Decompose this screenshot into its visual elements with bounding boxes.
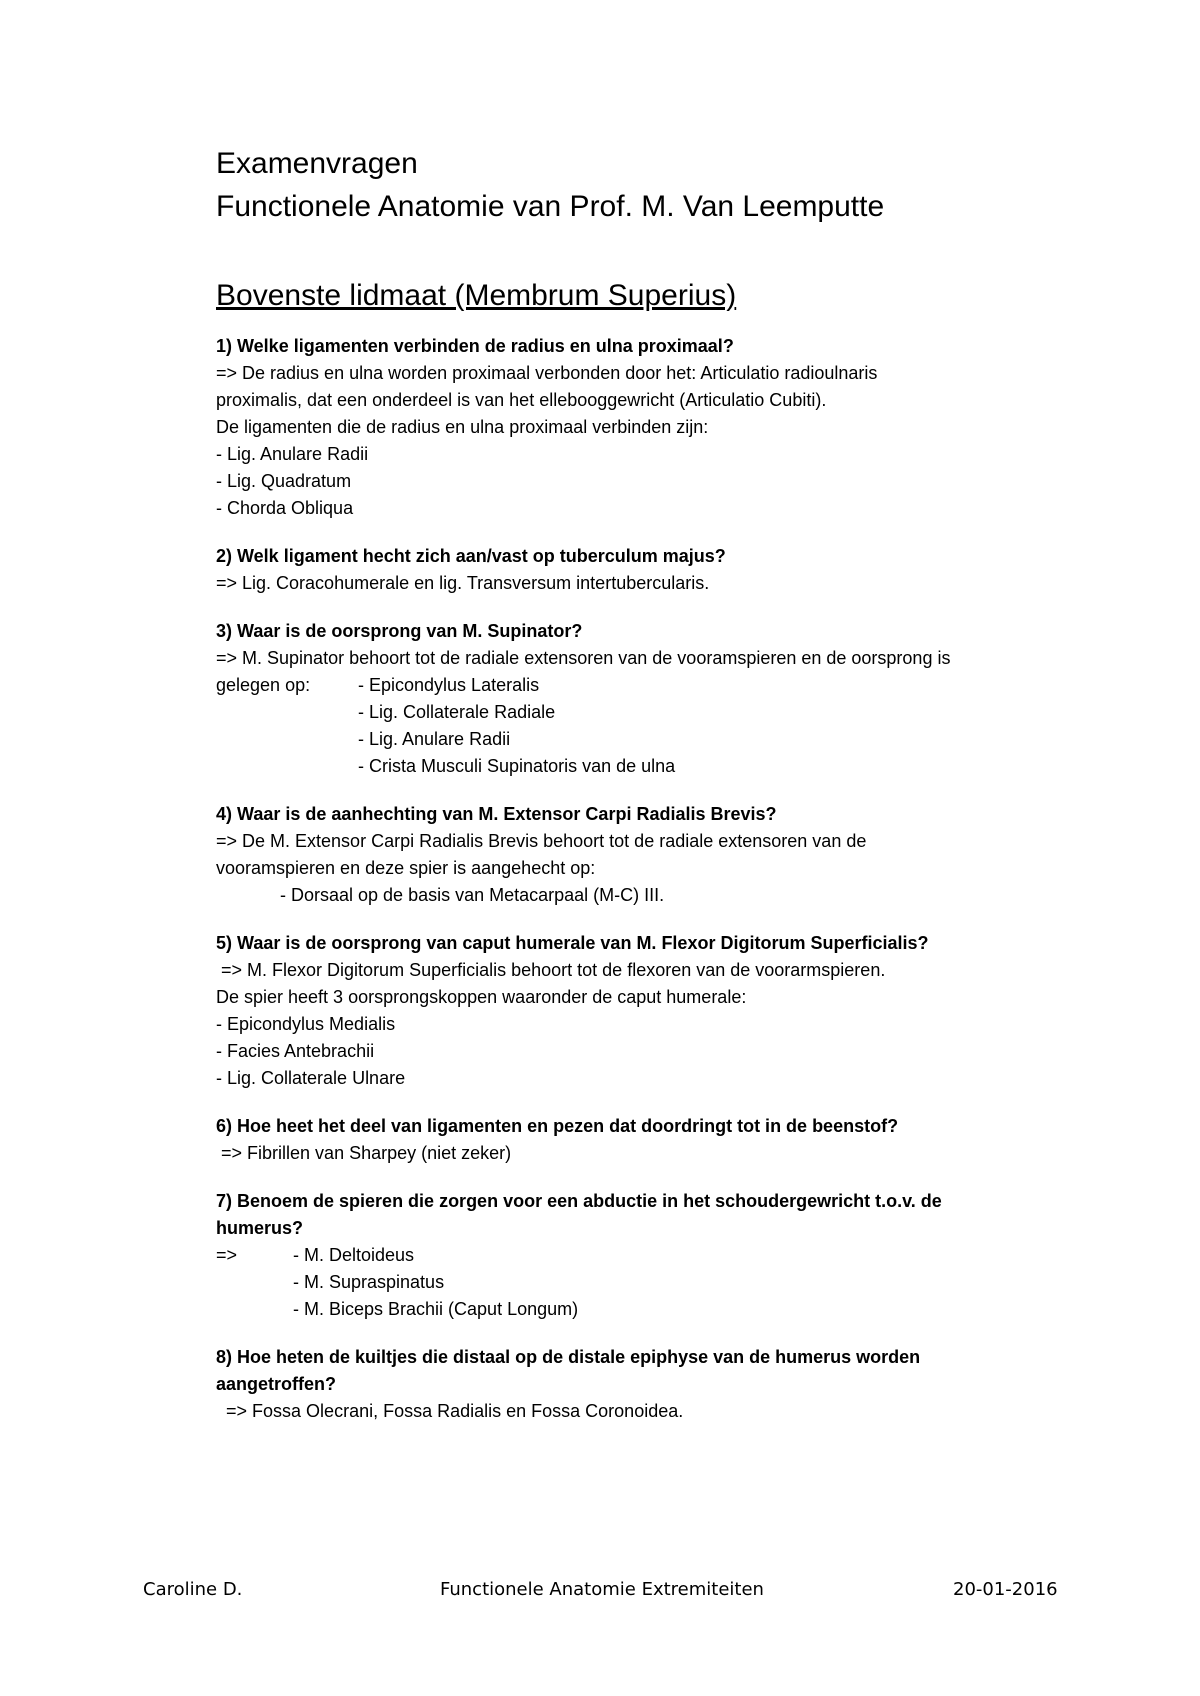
question-8-line-1: 8) Hoe heten de kuiltjes die distaal op de distale epiphyse van de humerus worden [216,1347,921,1367]
answer-list-item: - Facies Antebrachii [216,1041,375,1061]
question-block-3 [216,618,1066,780]
footer-subject: Functionele Anatomie Extremiteiten [440,1579,764,1600]
answer-list-item: - M. Supraspinatus [293,1272,445,1292]
answer-list-item: - Lig. Anulare Radii [216,444,369,464]
question-7-line-1: 7) Benoem de spieren die zorgen voor een abductie in het schoudergewricht t.o.v. de [216,1191,942,1211]
document-page [216,142,1066,1446]
footer-author: Caroline D. [143,1579,243,1600]
question-6: 6) Hoe heet het deel van ligamenten en pezen dat doordringt tot in de beenstof? [216,1116,899,1136]
answer-prefix: => [216,1245,238,1265]
footer-date: 20-01-2016 [953,1579,1058,1600]
question-block-7 [216,1188,1066,1323]
answer-list-item: - M. Biceps Brachii (Caput Longum) [293,1299,579,1319]
answer-line: vooramspieren en deze spier is aangehecht op: [216,858,596,878]
answer-list-item: - Lig. Quadratum [216,471,352,491]
question-block-6 [216,1113,1066,1167]
answer-line: proximalis, dat een onderdeel is van het ellebooggewricht (Articulatio Cubiti). [216,390,827,410]
section-title: Bovenste lidmaat (Membrum Superius) [216,279,737,312]
answer-list-item: - Epicondylus Lateralis [358,675,540,695]
question-block-8 [216,1344,1066,1425]
answer-prefix: gelegen op: [216,675,311,695]
question-list [216,333,1066,1425]
answer-list-item: - Lig. Collaterale Ulnare [216,1068,406,1088]
answer-list-item: - Dorsaal op de basis van Metacarpaal (M-C) III. [280,885,665,905]
answer-line: => M. Flexor Digitorum Superficialis behoort tot de flexoren van de voorarmspieren. [216,960,886,980]
answer-line: De ligamenten die de radius en ulna proximaal verbinden zijn: [216,417,709,437]
answer-list-item: - Chorda Obliqua [216,498,354,518]
answer-line: => Lig. Coracohumerale en lig. Transversum intertubercularis. [216,573,710,593]
answer-line: => Fossa Olecrani, Fossa Radialis en Fossa Coronoidea. [216,1401,684,1421]
answer-list-item: - Lig. Anulare Radii [358,729,511,749]
question-3: 3) Waar is de oorsprong van M. Supinator? [216,621,583,641]
question-block-1 [216,333,1066,522]
question-block-2 [216,543,1066,597]
answer-line [216,672,1066,699]
answer-line: => M. Supinator behoort tot de radiale extensoren van de vooramspieren en de oorsprong is [216,648,951,668]
document-title-1: Examenvragen [216,147,418,180]
answer-line: => Fibrillen van Sharpey (niet zeker) [216,1143,512,1163]
question-5: 5) Waar is de oorsprong van caput humerale van M. Flexor Digitorum Superficialis? [216,933,929,953]
answer-list-item: - Crista Musculi Supinatoris van de ulna [358,756,676,776]
question-4: 4) Waar is de aanhechting van M. Extensor Carpi Radialis Brevis? [216,804,777,824]
question-2: 2) Welk ligament hecht zich aan/vast op tuberculum majus? [216,546,726,566]
answer-line: De spier heeft 3 oorsprongskoppen waaronder de caput humerale: [216,987,747,1007]
question-8-line-2: aangetroffen? [216,1374,337,1394]
answer-list-item: - Epicondylus Medialis [216,1014,396,1034]
question-block-4 [216,801,1066,909]
answer-line [216,1242,1066,1269]
answer-list-item: - Lig. Collaterale Radiale [358,702,556,722]
answer-line: => De radius en ulna worden proximaal verbonden door het: Articulatio radioulnaris [216,363,878,383]
question-1: 1) Welke ligamenten verbinden de radius en ulna proximaal? [216,336,734,356]
question-block-5 [216,930,1066,1092]
question-7-line-2: humerus? [216,1218,304,1238]
answer-line: => De M. Extensor Carpi Radialis Brevis behoort tot de radiale extensoren van de [216,831,867,851]
answer-list-item: - M. Deltoideus [293,1245,415,1265]
document-title-2: Functionele Anatomie van Prof. M. Van Leemputte [216,190,885,223]
